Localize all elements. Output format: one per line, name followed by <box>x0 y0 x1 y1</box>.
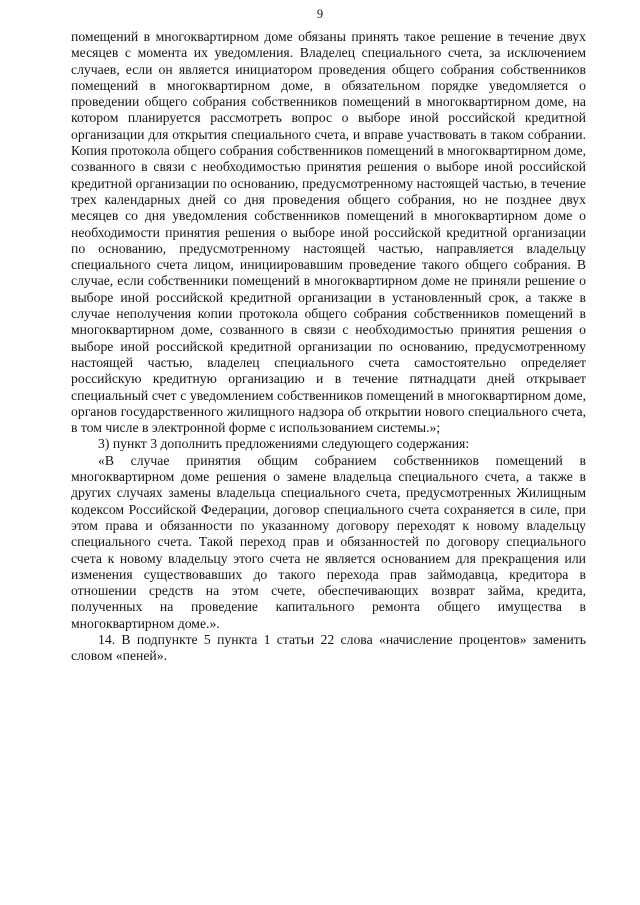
body-text <box>71 29 586 665</box>
paragraph-continuation: помещений в многоквартирном доме обязаны принять такое решение в течение двух месяцев с момента их уведомления. Владелец специального счета, за исключением случаев, если он является инициатором проведения общего собрания собственников помещений в многоквартирном доме, в обязательном порядке уведомляется о проведении общего собрания собственников помещений в многоквартирном доме, на котором планируется рассмотреть вопрос о выборе иной российской кредитной организации для открытия специального счета, и вправе участвовать в таком собрании. Копия протокола общего собрания собственников помещений в многоквартирном доме, созванного в связи с необходимостью принятия решения о выборе иной российской кредитной организации по основанию, предусмотренному настоящей частью, в течение трех календарных дней со дня проведения общего собрания, но не позднее двух месяцев со дня уведомления собственников помещений в многоквартирном доме о необходимости принятия решения о выборе иной российской кредитной организации по основанию, предусмотренному настоящей частью, направляется владельцу специального счета лицом, инициировавшим проведение такого общего собрания. В случае, если собственники помещений в многоквартирном доме не приняли решение о выборе иной российской кредитной организации в установленный срок, а также в случае неполучения копии протокола общего собрания собственников помещений в многоквартирном доме, созванного в связи с необходимостью принятия решения о выборе иной российской кредитной организации по основанию, предусмотренному настоящей частью, владелец специального счета самостоятельно определяет российскую кредитную организацию и в течение пятнадцати дней открывает специальный счет с уведомлением собственников помещений в многоквартирном доме, органов государственного жилищного надзора об открытии нового специального счета, в том числе в электронной форме с использованием системы.»; <box>71 29 586 436</box>
paragraph-quote: «В случае принятия общим собранием собственников помещений в многоквартирном доме решения о замене владельца специального счета, а также в других случаях замены владельца специального счета, предусмотренных Жилищным кодексом Российской Федерации, договор специального счета сохраняется в силе, при этом права и обязанности по указанному договору переходят к новому владельцу специального счета. Такой переход прав и обязанностей по договору специального счета к новому владельцу этого счета не является основанием для прекращения или изменения существовавших до такого перехода прав займодавца, кредитора в отношении средств на этом счете, обеспечивающих возврат займа, кредита, полученных на проведение капитального ремонта общего имущества в многоквартирном доме.». <box>71 452 586 631</box>
paragraph-item-14: 14. В подпункте 5 пункта 1 статьи 22 слова «начисление процентов» заменить словом «пеней». <box>71 631 586 664</box>
page-number: 9 <box>316 7 324 21</box>
paragraph-item-3: 3) пункт 3 дополнить предложениями следующего содержания: <box>98 436 470 452</box>
